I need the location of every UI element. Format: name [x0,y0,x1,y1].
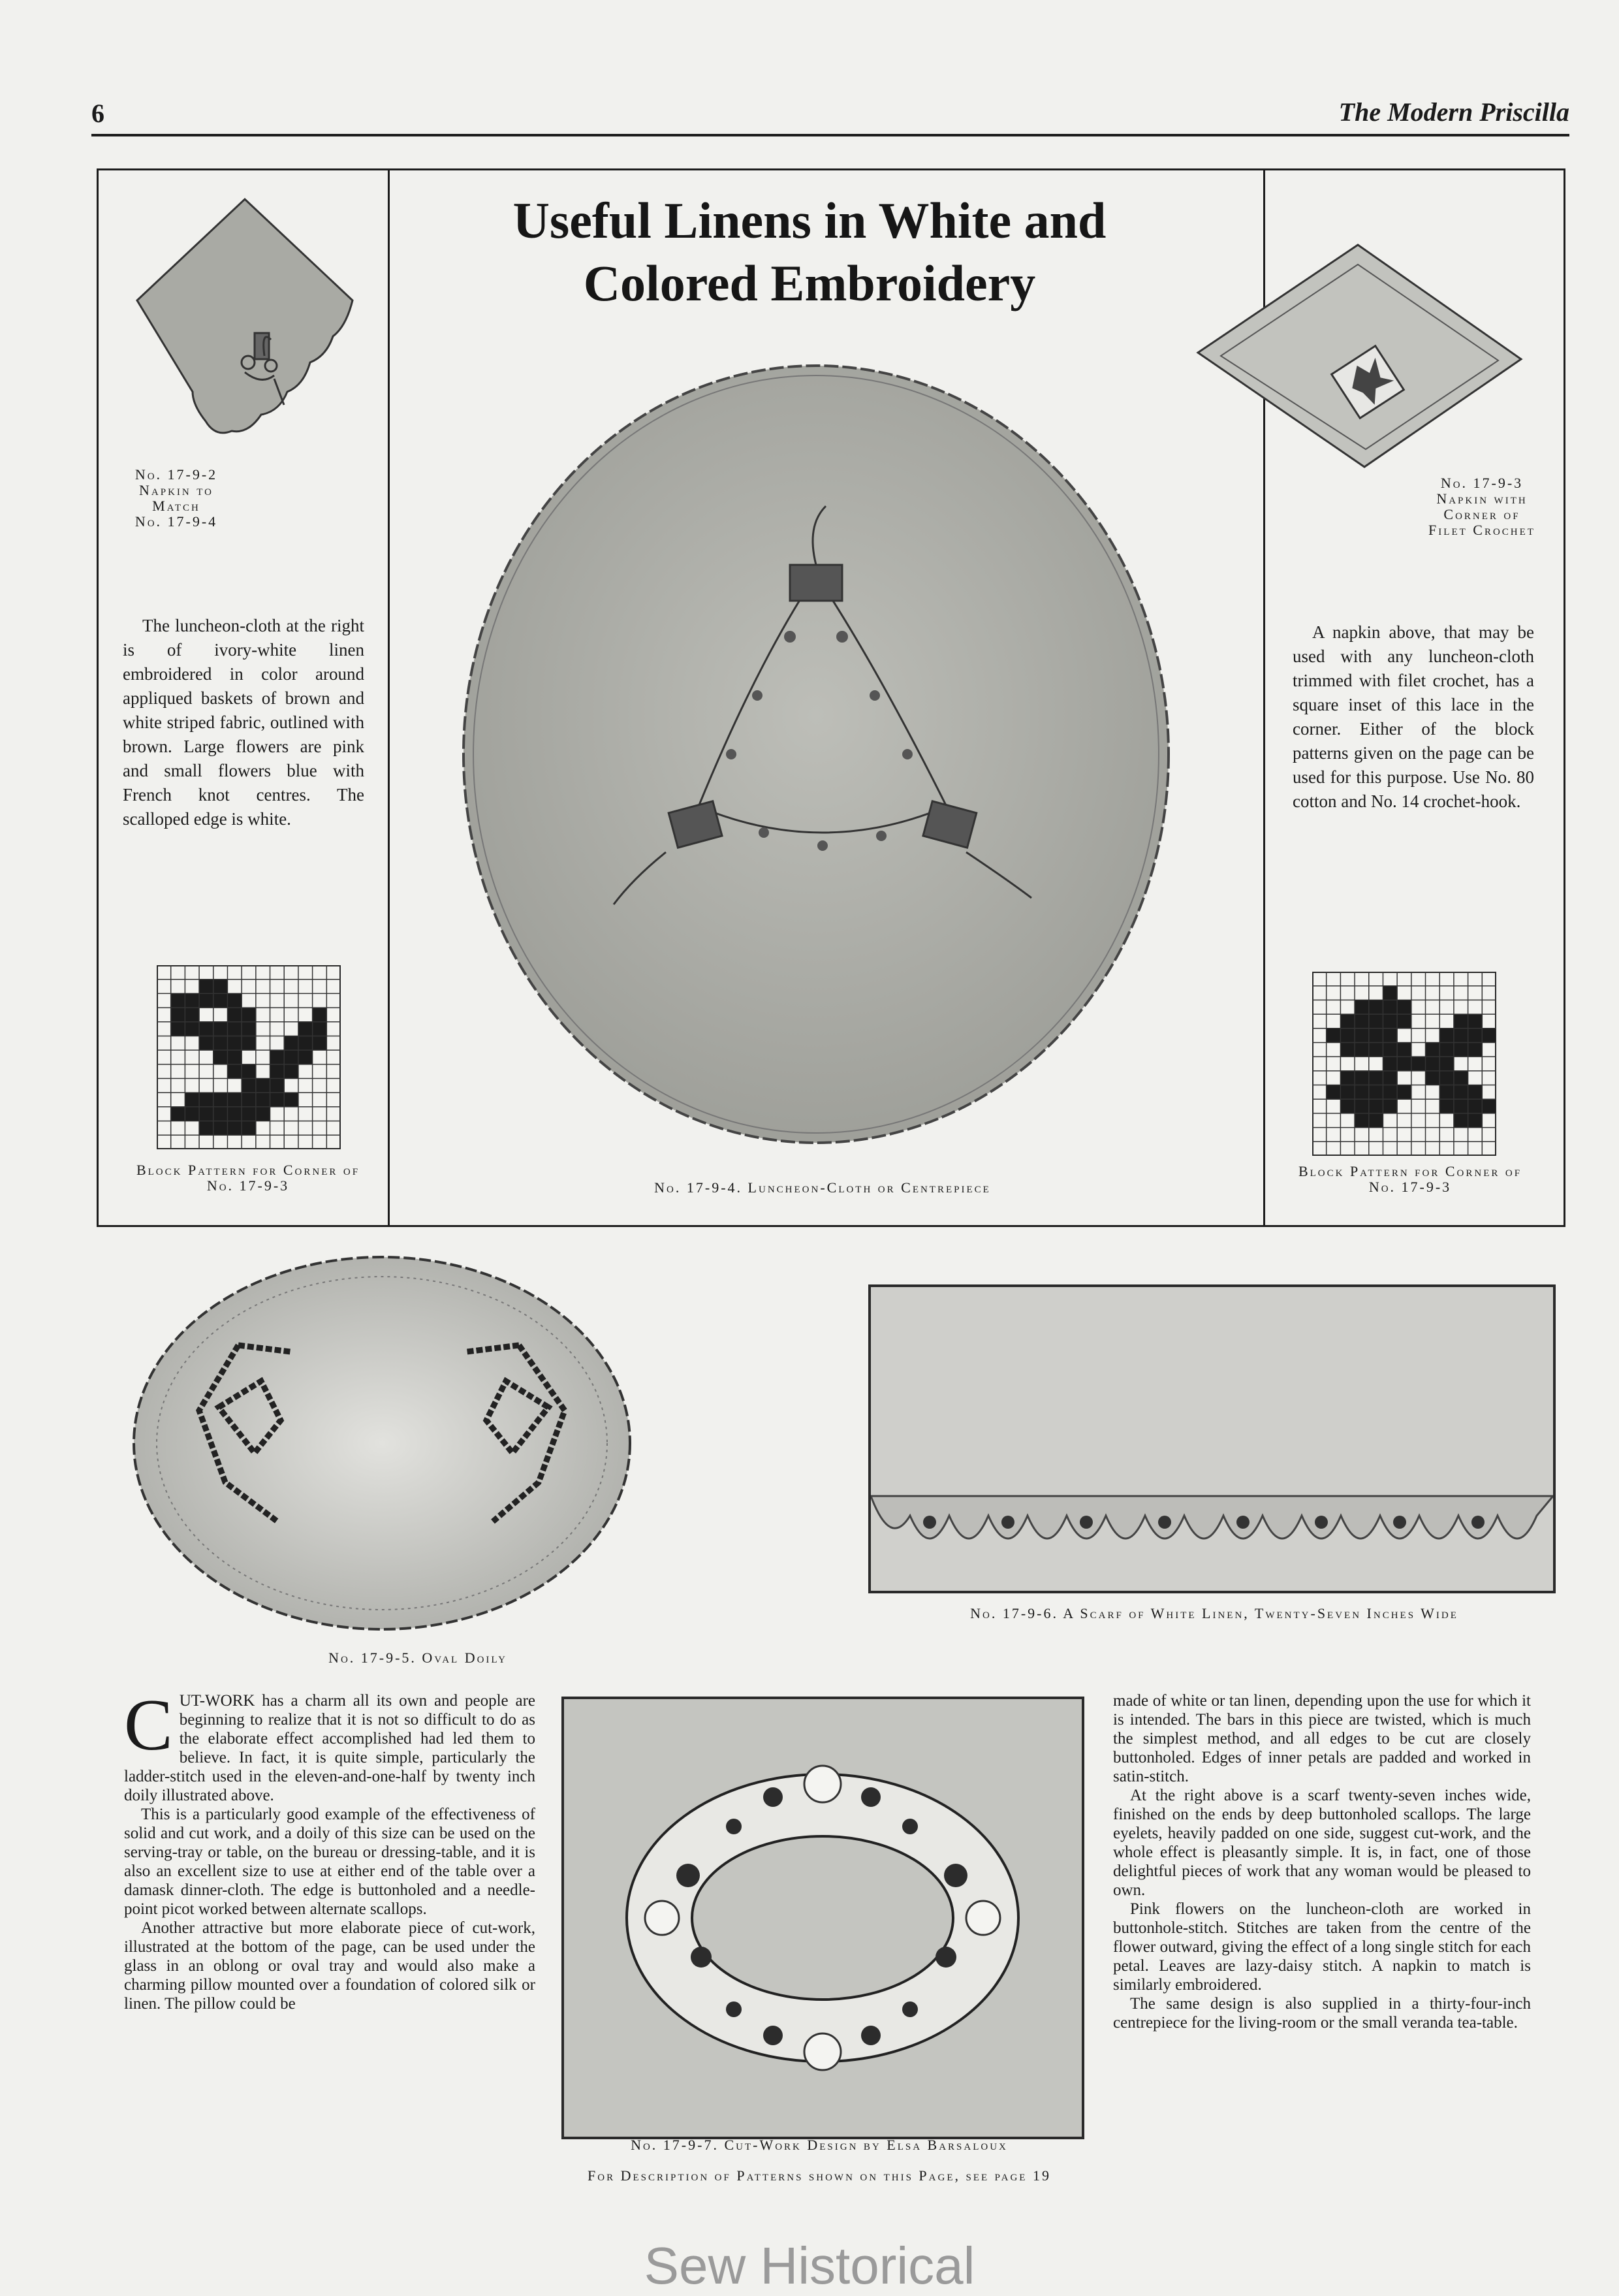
filled-block [270,1064,285,1079]
filled-block [213,1121,228,1136]
article-column-right [1113,1691,1531,2032]
filled-block [171,1022,185,1036]
filled-block [1439,1071,1454,1085]
filled-block [1369,1042,1383,1057]
article-paragraph: Pink flowers on the luncheon-cloth are worked in buttonhole-stitch. Stitches are taken from the centre of the flower outward, giving the effect of a long single stitch for each petal. Leaves are lazy-daisy stitch. A napkin to match is similarly embroidered. [1113,1900,1531,1994]
filled-block [1482,1028,1496,1043]
filled-block [227,993,242,1008]
filled-block [1468,1085,1483,1100]
filled-block [185,1092,199,1107]
filled-block [213,1107,228,1121]
oval-doily-illustration [127,1247,637,1639]
filled-block [298,1036,313,1050]
article-paragraph [124,1685,535,1805]
headline-line-1: Useful Linens in White and [512,192,1107,249]
caption-line: Corner of [1443,506,1520,522]
filled-block [1454,1113,1468,1128]
filled-block [199,1022,213,1036]
filled-block [313,1022,327,1036]
filled-block [1383,1042,1397,1057]
filled-block [242,1022,256,1036]
filet-chart-left [157,965,341,1149]
filled-block [313,1036,327,1050]
article-paragraph: made of white or tan linen, depending upon the use for which it is intended. The bars in this piece are twisted, which is much the simplest method, and all edges to be cut are closely buttonholed. Edges of inner petals are padded and worked in satin-stitch. [1113,1692,1531,1785]
filled-block [1468,1014,1483,1028]
filled-block [1355,1000,1369,1014]
filled-block [171,1107,185,1121]
filled-block [213,1092,228,1107]
filled-block [1454,1085,1468,1100]
scarf-photo [868,1284,1556,1593]
napkin-right-caption [1423,475,1541,538]
caption-line: Block Pattern for Corner of [136,1162,360,1178]
filled-block [1397,1014,1411,1028]
filled-block [1411,1057,1426,1071]
filled-block [284,1064,298,1079]
filled-block [1383,1014,1397,1028]
caption-line: No. 17-9-3 [1440,475,1524,491]
article-paragraph: Another attractive but more elaborate piece of cut-work, illustrated at the bottom of the page, can be used under the glass in an oblong or oval tray and would also make a charming pillow mounted over a foundation of colored silk or linen. The pillow could be [124,1919,535,2013]
filled-block [1439,1042,1454,1057]
filled-block [256,1079,270,1093]
filled-block [213,1022,228,1036]
filled-block [1369,1071,1383,1085]
filled-block [1369,1014,1383,1028]
filled-block [1482,1099,1496,1113]
filled-block [1426,1071,1440,1085]
blurb-left: The luncheon-cloth at the right is of ivory-white linen embroidered in color around appliqued baskets of brown and white striped fabric, outlined with brown. Large flowers are pink and small flowers blue with French knot centres. The scalloped edge is white. [123,616,364,829]
filled-block [199,993,213,1008]
filled-block [1355,1014,1369,1028]
filled-block [227,1036,242,1050]
filled-block [199,1092,213,1107]
filled-block [213,1050,228,1064]
caption-line: Block Pattern for Corner of [1298,1163,1522,1179]
filled-block [1369,1028,1383,1043]
caption-line: No. 17-9-3 [206,1177,290,1194]
filled-block [199,980,213,994]
caption-line: No. 17-9-3 [1368,1179,1452,1195]
filled-block [1355,1085,1369,1100]
filled-block [199,1121,213,1136]
filled-block [1468,1042,1483,1057]
caption-line: Filet Crochet [1428,522,1535,538]
filled-block [1454,1014,1468,1028]
filled-block [270,1050,285,1064]
caption-line: No. 17-9-4 [134,513,218,530]
filled-block [171,993,185,1008]
filled-block [227,1022,242,1036]
caption-line: No. 17-9-2 [134,466,218,483]
filled-block [1355,1113,1369,1128]
filled-block [1426,1042,1440,1057]
filled-block [1383,1000,1397,1014]
napkin-right-illustration [1195,242,1547,477]
article-paragraph: The same design is also supplied in a thirty-four-inch centrepiece for the living-room or the small veranda tea-table. [1113,1995,1531,2032]
filled-block [242,1092,256,1107]
filled-block [1369,1099,1383,1113]
filled-block [284,1036,298,1050]
filled-block [298,1050,313,1064]
magazine-title: The Modern Priscilla [1338,97,1569,127]
filled-block [1355,1071,1369,1085]
dropcap: C [124,1685,173,1766]
filled-block [227,1064,242,1079]
filled-block [1397,1000,1411,1014]
filled-block [1383,1028,1397,1043]
filled-block [1383,986,1397,1000]
article-paragraph: At the right above is a scarf twenty-seven inches wide, finished on the ends by deep buttonholed scallops. The large eyelets, heavily padded on one side, suggest cut-work, and the whole effect is pleasantly simple. It is, in fact, one of those delightful pieces of work that any woman would be pleased to own. [1113,1787,1531,1899]
header-rule [91,134,1569,136]
caption-line: Napkin with [1436,490,1528,507]
filled-block [256,1107,270,1121]
filled-block [185,993,199,1008]
filled-block [313,1008,327,1022]
filled-block [199,1107,213,1121]
article-paragraph: This is a particularly good example of the effectiveness of solid and cut work, and a doily of this size can be used on the serving-tray or table, on the bureau or dressing-table, and it is also an excellent size to use at either end of the table over a damask dinner-cloth. The edge is buttonholed and a needle-point picot worked between alternate scallops. [124,1806,535,1918]
cutwork-photo [561,1697,1084,2139]
filled-block [1426,1057,1440,1071]
filled-block [1468,1028,1483,1043]
frame-left [97,168,99,1226]
filled-block [1397,1042,1411,1057]
scarf-caption: No. 17-9-6. A Scarf of White Linen, Twenty-Seven Inches Wide [970,1605,1458,1621]
filled-block [242,1121,256,1136]
filled-block [171,1008,185,1022]
filled-block [227,1008,242,1022]
filled-block [227,1092,242,1107]
filled-block [1383,1085,1397,1100]
filled-block [1468,1099,1483,1113]
filled-block [270,1079,285,1093]
filled-block [1340,1042,1355,1057]
block-pattern-left-caption [114,1162,382,1194]
filled-block [1454,1028,1468,1043]
frame-top [97,168,1565,170]
filled-block [1369,1000,1383,1014]
filled-block [199,1036,213,1050]
frame-divider-left [388,168,390,1226]
filled-block [1383,1057,1397,1071]
filled-block [242,1036,256,1050]
filled-block [284,1092,298,1107]
filled-block [1397,1085,1411,1100]
frame-bottom [97,1225,1565,1227]
filled-block [1383,1099,1397,1113]
filled-block [1439,1057,1454,1071]
paragraph-text: UT-WORK has a charm all its own and people are beginning to realize that it is not so difficult to do as the elaborate effect accomplished had led them to believe. In fact, it is quite simple, particularly the ladder-stitch used in the eleven-and-one-half by twenty inch doily illustrated above. [124,1692,535,1804]
filled-block [1355,1099,1369,1113]
filled-block [1397,1057,1411,1071]
filled-block [227,1050,242,1064]
filled-block [1454,1071,1468,1085]
filled-block [1355,1028,1369,1043]
filled-block [1439,1085,1454,1100]
filled-block [1327,1028,1341,1043]
filled-block [227,1121,242,1136]
filled-block [1454,1099,1468,1113]
block-pattern-left-chart [157,965,341,1149]
filled-block [1468,1113,1483,1128]
filled-block [1454,1042,1468,1057]
filled-block [1340,1071,1355,1085]
filled-block [1340,1085,1355,1100]
filled-block [1439,1099,1454,1113]
filled-block [1340,1028,1355,1043]
oval-doily-caption: No. 17-9-5. Oval Doily [328,1650,507,1666]
article-headline [431,189,1188,315]
filled-block [1340,1014,1355,1028]
napkin-left-caption [111,467,242,530]
headline-line-2: Colored Embroidery [583,255,1036,311]
filled-block [213,993,228,1008]
filled-block [270,1092,285,1107]
filled-block [242,1107,256,1121]
cutwork-caption: No. 17-9-7. Cut-Work Design by Elsa Barsaloux [631,2137,1008,2153]
filled-block [1369,1085,1383,1100]
blurb-right: A napkin above, that may be used with any luncheon-cloth trimmed with filet crochet, has a square inset of this lace in the corner. Either of the block patterns given on the page can be used for this purpose. Use No. 80 cotton and No. 14 crochet-hook. [1293,622,1534,811]
filled-block [1327,1085,1341,1100]
article-column-left [124,1685,535,2013]
filled-block [1439,1028,1454,1043]
caption-line: Napkin to [139,482,213,498]
filled-block [242,1064,256,1079]
filet-chart-right [1312,972,1496,1156]
filled-block [213,1036,228,1050]
filled-block [256,1092,270,1107]
caption-line: Match [152,498,200,514]
filled-block [298,1022,313,1036]
footer-note: For Description of Patterns shown on this Page, see page 19 [588,2167,1051,2184]
filled-block [227,1107,242,1121]
filled-block [1340,1099,1355,1113]
luncheon-cloth-caption: No. 17-9-4. Luncheon-Cloth or Centrepiece [654,1179,991,1196]
filled-block [284,1050,298,1064]
watermark: Sew Historical [644,2237,975,2295]
filled-block [1369,1113,1383,1128]
filled-block [242,1008,256,1022]
filled-block [242,1079,256,1093]
filled-block [1355,1042,1369,1057]
filled-block [185,1107,199,1121]
filled-block [213,980,228,994]
block-pattern-right-chart [1312,972,1496,1156]
filled-block [185,1022,199,1036]
page-number: 6 [91,99,104,128]
filled-block [185,1008,199,1022]
filled-block [1383,1071,1397,1085]
block-pattern-right-caption [1276,1164,1544,1195]
napkin-left-illustration [131,196,379,470]
luncheon-cloth-illustration [450,356,1182,1166]
frame-right [1564,168,1565,1226]
